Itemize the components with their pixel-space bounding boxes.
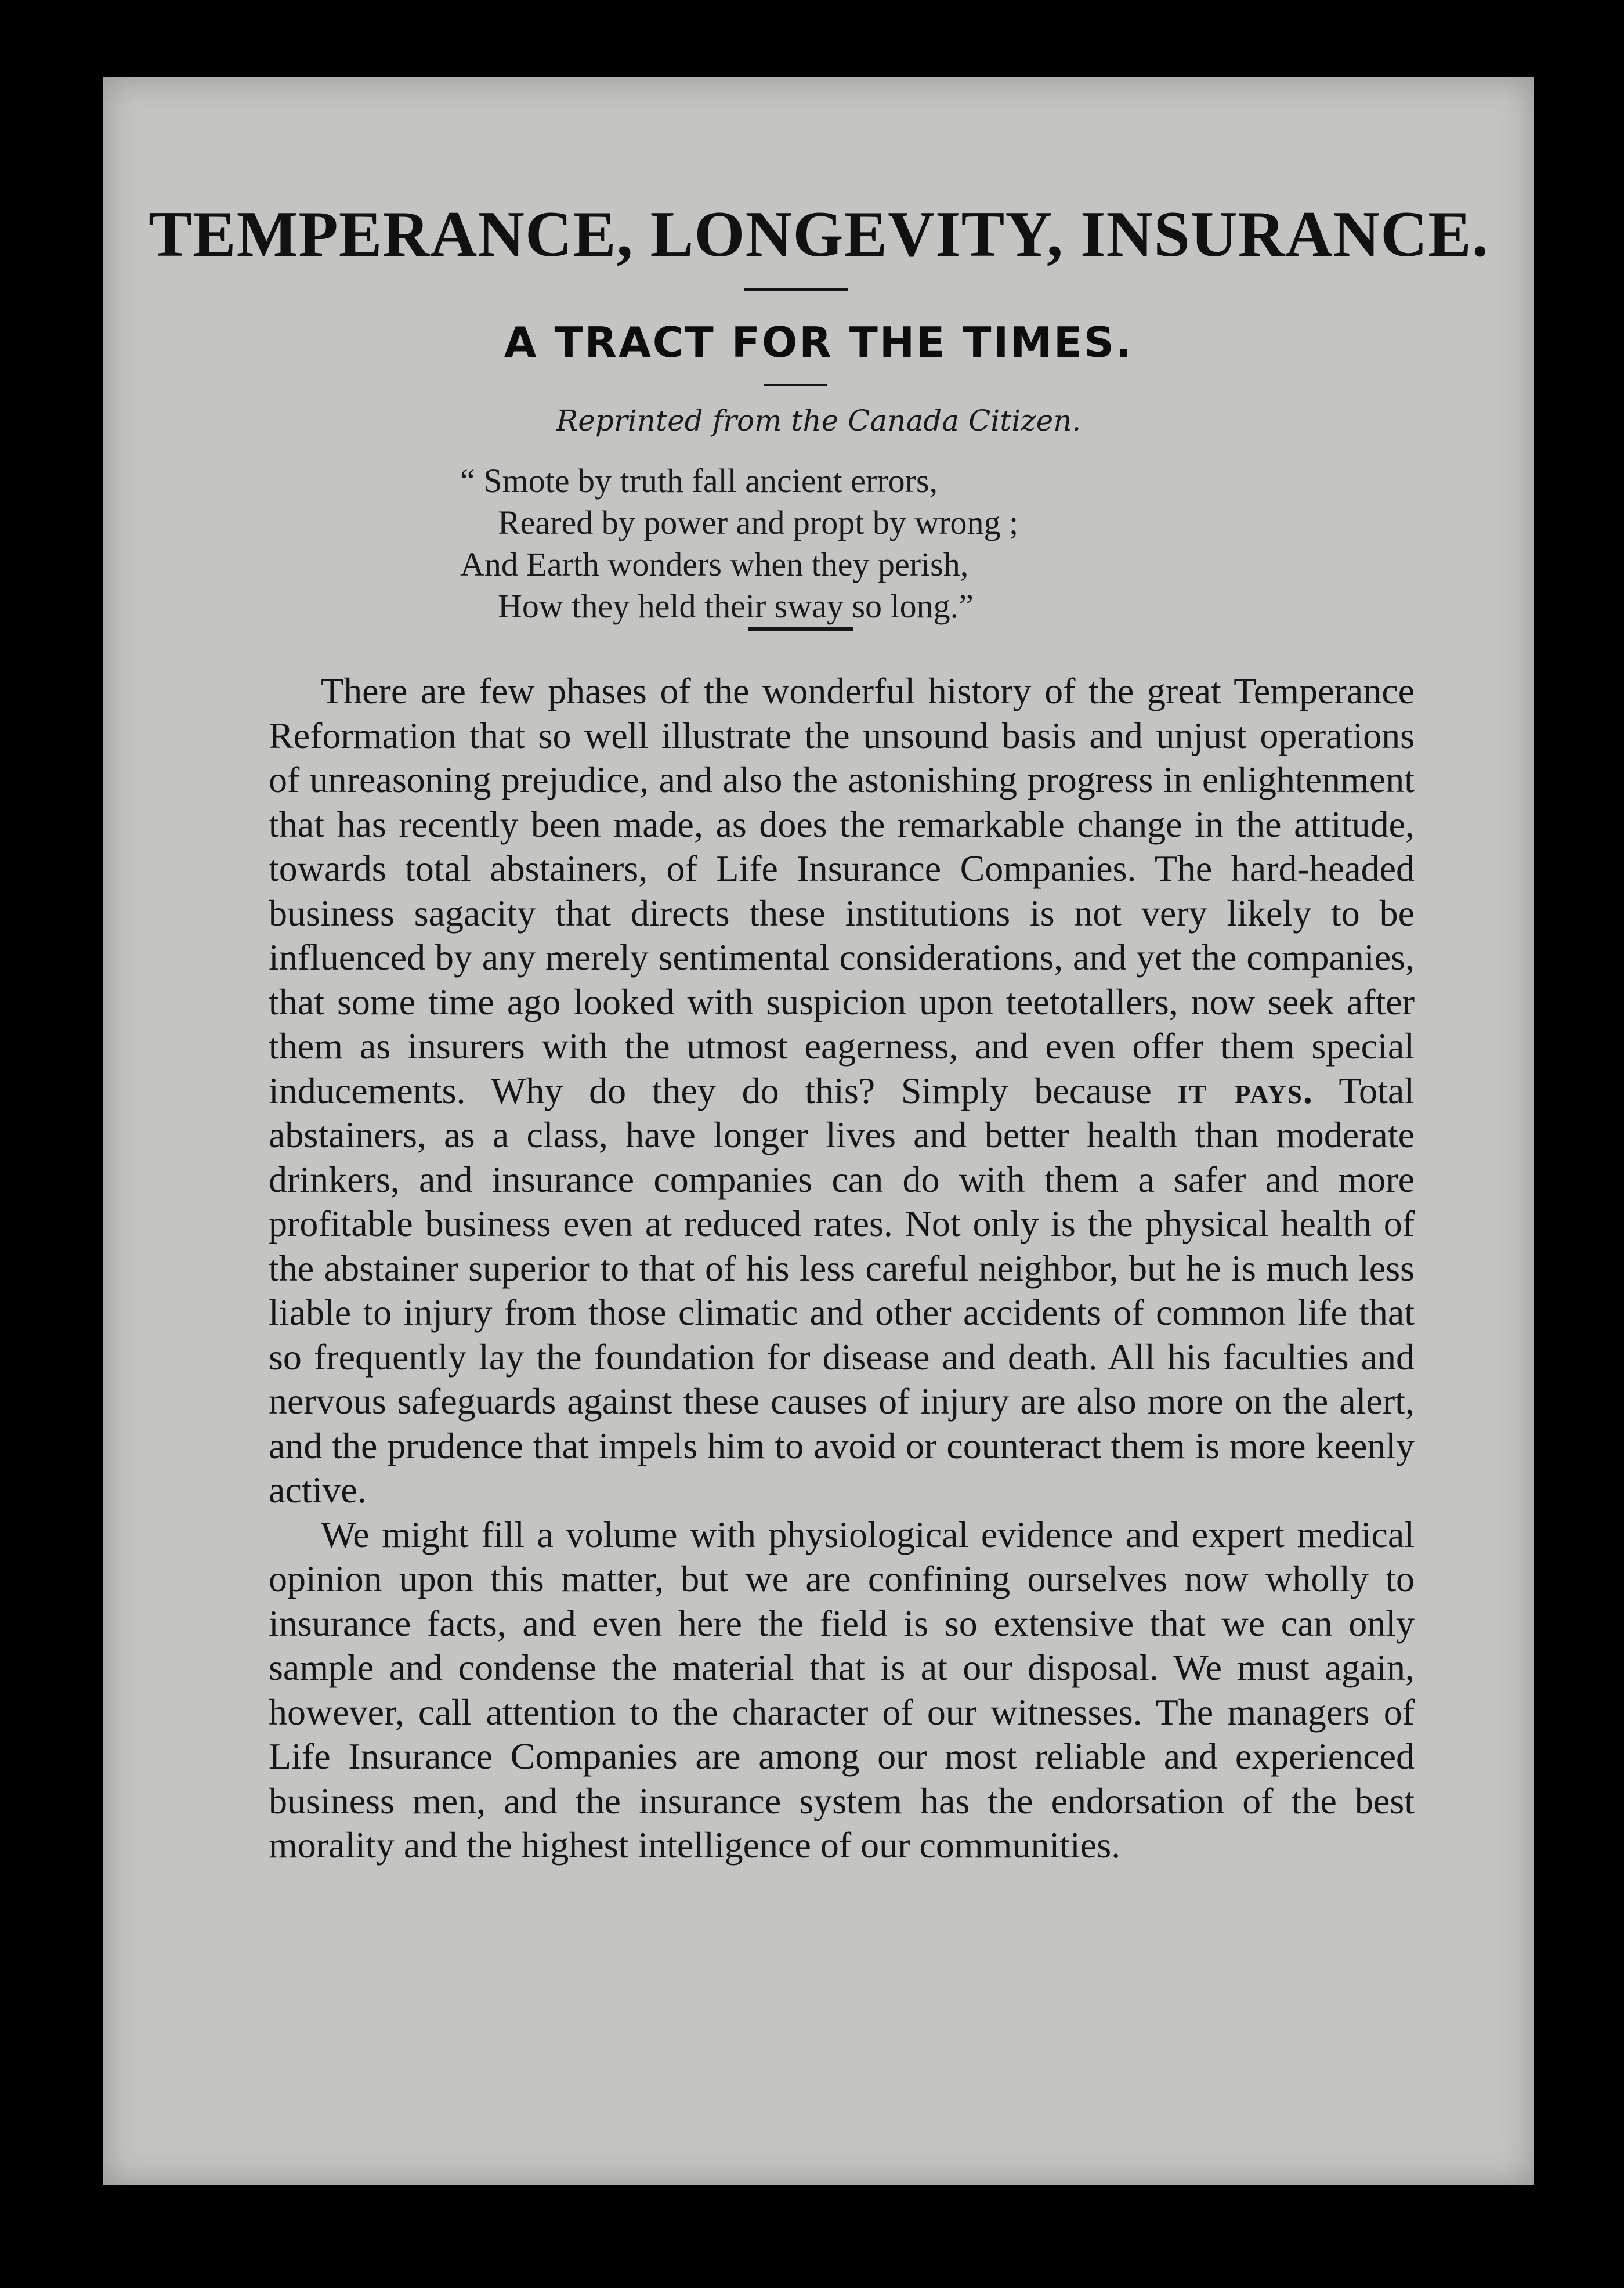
paragraph-1-continued: Total abstainers, as a class, have longer lives and better health than moderate drinkers, and insurance companies can do with them a safer and more profitable business even at reduced rates. Not only is the physical health of the abstainer superior to that of his less careful neighbor, but he is much less liable to injury from those climatic and other accidents of common life that so frequently lay the foundation for disease and death. All his faculties and nervous safeguards against these causes of injury are also more on the alert, and the prudence that impels him to avoid or counteract them is more keenly active. [269, 1069, 1415, 1510]
document-subtitle: A TRACT FOR THE TIMES. [504, 318, 1134, 367]
reprint-note: Reprinted from the Canada Citizen. [556, 404, 1082, 438]
paragraph-1 [269, 669, 1415, 1513]
epigraph-line: Reared by power and propt by wrong ; [498, 504, 1019, 541]
article-body [269, 669, 1415, 1868]
epigraph-line: “ Smote by truth fall ancient errors, [460, 462, 938, 500]
title-divider [744, 288, 848, 291]
document-title: TEMPERANCE, LONGEVITY, INSURANCE. [149, 198, 1489, 270]
subtitle-divider [764, 384, 827, 386]
epigraph [460, 460, 1272, 627]
paragraph-1-text: There are few phases of the wonderful history of the great Temperance Reformation that so well illustrate the unsound basis and unjust operations of unreasoning prejudice, and also the astonishing progress in enlightenment that has recently been made, as does the remarkable change in the attitude, towards total abstainers, of Life Insurance Companies. The hard-headed business sagacity that directs these institutions is not very likely to be influenced by any merely sentimental considerations, and yet the companies, that some time ago looked with suspicion upon teetotallers, now seek after them as insurers with the utmost eagerness, and even offer them special inducements. Why do they do this? Simply because [269, 670, 1415, 1111]
paragraph-1-emphasis: it pays. [1177, 1069, 1314, 1111]
epigraph-line: And Earth wonders when they perish, [460, 545, 969, 583]
document-page [103, 77, 1534, 2185]
epigraph-divider [748, 627, 853, 631]
paragraph-2: We might fill a volume with physiological evidence and expert medical opinion upon this matter, but we are confining ourselves now wholly to insurance facts, and even here the field is so extensive that we can only sample and condense the material that is at our disposal. We must again, however, call attention to the character of our witnesses. The managers of Life Insurance Companies are among our most reliable and experienced business men, and the insurance system has the endorsation of the best morality and the highest intelligence of our communities. [269, 1513, 1415, 1866]
epigraph-line: How they held their sway so long.” [498, 587, 974, 625]
